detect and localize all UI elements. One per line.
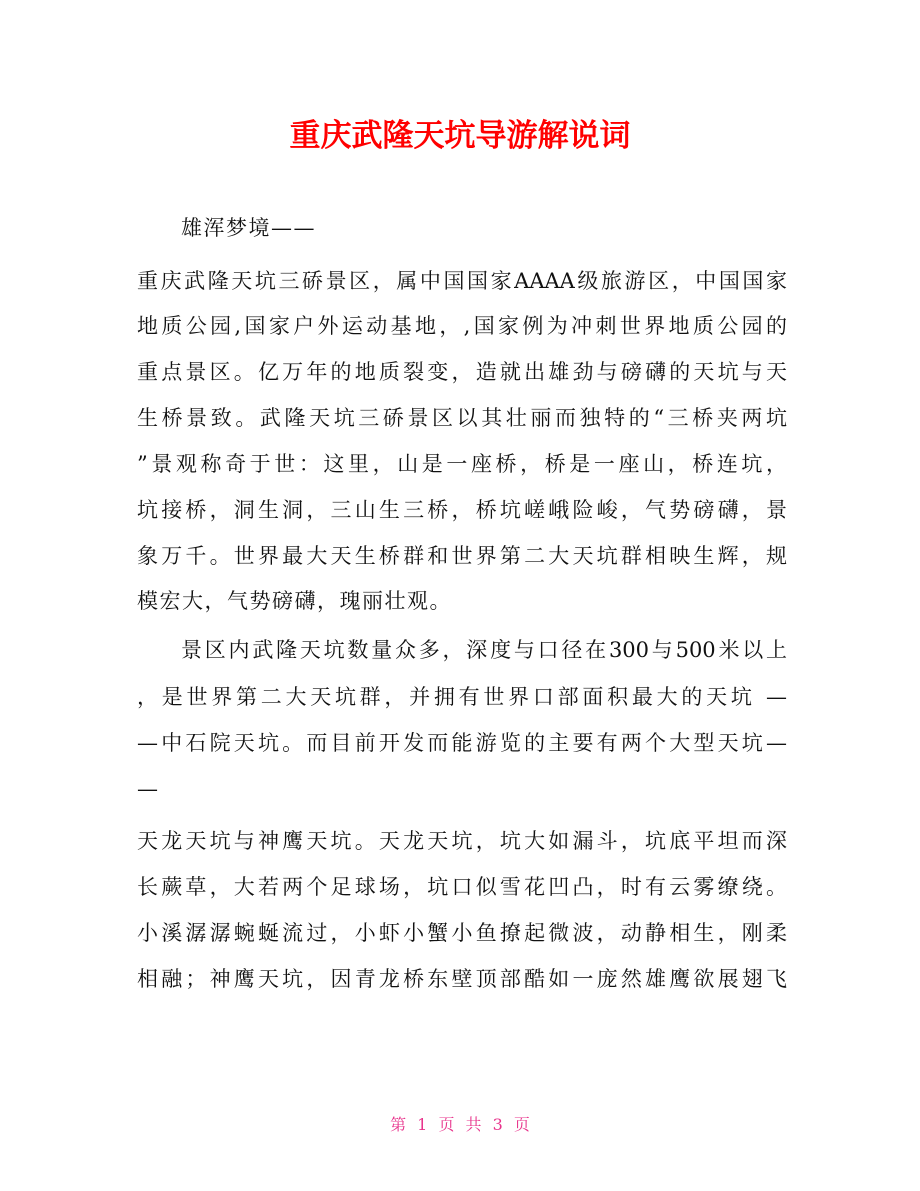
paragraph-line: 长蕨草，大若两个足球场，坑口似雪花凹凸，时有云雾缭绕。 xyxy=(137,875,787,899)
paragraph-line: 相融；神鹰天坑，因青龙桥东壁顶部酷如一庞然雄鹰欲展翅飞 xyxy=(137,967,787,991)
paragraph-line: 象万千。世界最大天生桥群和世界第二大天坑群相映生辉，规 xyxy=(137,544,787,568)
page-number: 第 1 页 共 3 页 xyxy=(390,1115,530,1134)
paragraph-line: 天龙天坑与神鹰天坑。天龙天坑，坑大如漏斗，坑底平坦而深 xyxy=(137,829,787,853)
paragraph-line: 模宏大，气势磅礴，瑰丽壮观。 xyxy=(137,589,452,613)
paragraph-line: 生桥景致。武隆天坑三硚景区以其壮丽而独特的“三桥夹两坑 xyxy=(137,406,787,430)
paragraph-line: ，是世界第二大天坑群，并拥有世界口部面积最大的天坑 — xyxy=(137,685,787,709)
paragraph-line: 小溪潺潺蜿蜒流过，小虾小蟹小鱼撩起微波，动静相生，刚柔 xyxy=(137,921,787,945)
paragraph-line: — xyxy=(137,777,160,801)
document-title: 重庆武隆天坑导游解说词 xyxy=(289,118,631,154)
paragraph-line: 景区内武隆天坑数量众多，深度与口径在300与500米以上 xyxy=(181,638,787,662)
paragraph-line: 重点景区。亿万年的地质裂变，造就出雄劲与磅礴的天坑与天 xyxy=(137,360,787,384)
paragraph-line: 坑接桥，洞生洞，三山生三桥，桥坑嵯峨险峻，气势磅礴，景 xyxy=(137,498,787,522)
paragraph-line: 重庆武隆天坑三硚景区，属中国国家AAAA级旅游区，中国国家 xyxy=(137,269,787,293)
paragraph-line: ”景观称奇于世：这里，山是一座桥，桥是一座山，桥连坑， xyxy=(137,452,787,476)
paragraph-line: 地质公园,国家户外运动基地，,国家例为冲刺世界地质公园的 xyxy=(137,314,787,338)
paragraph-line: —中石院天坑。而目前开发而能游览的主要有两个大型天坑— xyxy=(137,731,787,755)
section-heading: 雄浑梦境—— xyxy=(181,216,316,240)
